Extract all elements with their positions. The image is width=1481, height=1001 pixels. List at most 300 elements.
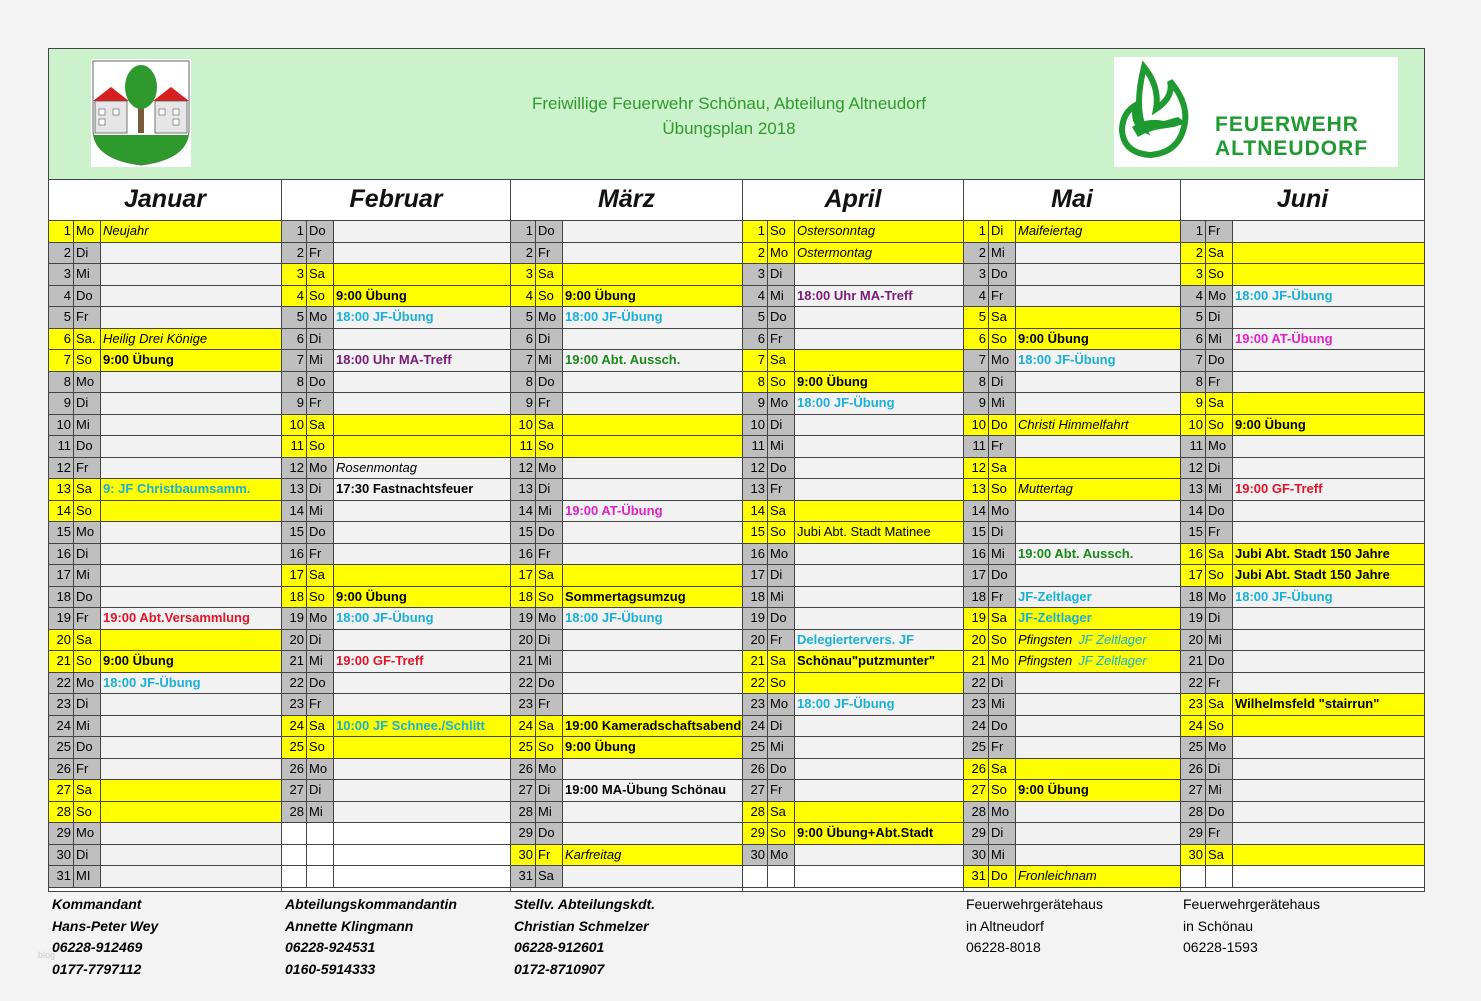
day-number: 24 [1181,716,1206,737]
event-cell [1233,522,1424,543]
watermark: blog [38,950,56,960]
day-row [743,458,963,480]
weekday: Di [536,479,563,500]
weekday: Di [74,544,101,565]
weekday: Di [989,221,1016,242]
weekday: Fr [989,286,1016,307]
event-cell [101,544,281,565]
weekday: Do [74,587,101,608]
month-column [1181,179,1424,892]
day-number: 31 [511,866,536,887]
event-text: 18:00 JF-Übung [336,309,434,324]
weekday: Di [1206,458,1233,479]
event-cell [101,651,281,672]
weekday: Fr [989,436,1016,457]
day-row [511,565,742,587]
event-cell [101,393,281,414]
weekday: Mo [768,694,795,715]
weekday: Mo [536,759,563,780]
event-text: 9:00 Übung [565,287,636,303]
day-number: 10 [964,415,989,436]
day-row [743,264,963,286]
weekday: Mo [536,307,563,328]
event-cell [795,372,963,393]
day-number: 11 [282,436,307,457]
day-number: 18 [282,587,307,608]
day-row [1181,651,1424,673]
day-number: 6 [511,329,536,350]
event-text: Neujahr [103,223,149,238]
day-row [1181,780,1424,802]
day-number: 21 [282,651,307,672]
event-cell [334,350,510,371]
weekday: Fr [1206,372,1233,393]
day-number: 6 [282,329,307,350]
day-row [282,544,510,566]
event-cell [1233,221,1424,242]
weekday: Fr [1206,673,1233,694]
day-row [964,264,1180,286]
day-number: 19 [511,608,536,629]
day-number: 17 [511,565,536,586]
weekday: Mo [307,608,334,629]
day-row [511,759,742,781]
day-number: 13 [49,479,74,500]
event-text: 18:00 JF-Übung [797,696,895,711]
weekday: So [307,436,334,457]
event-cell [1233,436,1424,457]
weekday: Sa [1206,544,1233,565]
weekday: Mo [989,651,1016,672]
day-number: 23 [511,694,536,715]
weekday: Sa [536,716,563,737]
weekday: Di [74,694,101,715]
day-number: 4 [511,286,536,307]
event-cell [795,780,963,801]
day-number: 16 [743,544,768,565]
day-number: 21 [49,651,74,672]
day-row [743,737,963,759]
day-number: 12 [49,458,74,479]
weekday: Mi [989,393,1016,414]
contact-line: 06228-912469 [52,939,143,955]
event-cell [101,802,281,823]
event-cell [334,458,510,479]
weekday: Sa [989,458,1016,479]
day-row [49,393,281,415]
weekday: So [307,286,334,307]
weekday: Fr [536,393,563,414]
day-number: 21 [511,651,536,672]
day-row [1181,350,1424,372]
event-cell [101,479,281,500]
coat-of-arms-logo [91,59,191,167]
event-cell [101,243,281,264]
event-cell [1016,802,1180,823]
event-cell [334,651,510,672]
day-number: 31 [49,866,74,887]
event-text: 9:00 Übung [1018,330,1089,346]
weekday: Do [307,221,334,242]
day-number: 4 [743,286,768,307]
weekday: Di [768,264,795,285]
day-row [1181,630,1424,652]
day-number: 5 [964,307,989,328]
event-text: 9:00 Übung [336,287,407,303]
event-text: Christi Himmelfahrt [1018,416,1129,432]
weekday: Do [989,716,1016,737]
weekday: Mo [74,372,101,393]
day-row [743,673,963,695]
day-row [1181,307,1424,329]
weekday: Mi [989,694,1016,715]
event-cell [795,608,963,629]
weekday: Di [989,522,1016,543]
day-row [743,565,963,587]
weekday: Do [1206,802,1233,823]
event-cell [1016,436,1180,457]
event-cell [101,286,281,307]
weekday: Di [74,393,101,414]
event-cell [101,823,281,844]
day-number: 10 [282,415,307,436]
event-text: 9:00 Übung+Abt.Stadt [797,825,934,840]
day-number: 15 [511,522,536,543]
day-number: 3 [511,264,536,285]
day-number: 8 [964,372,989,393]
day-row [511,823,742,845]
event-cell [795,264,963,285]
weekday: Fr [536,694,563,715]
day-number: 5 [743,307,768,328]
day-row [964,866,1180,888]
weekday: Mo [768,845,795,866]
event-cell [563,802,742,823]
day-row [1181,737,1424,759]
event-cell [563,393,742,414]
day-row [511,501,742,523]
brand-line2: ALTNEUDORF [1215,137,1369,160]
day-row [964,307,1180,329]
event-cell [563,372,742,393]
day-row [743,544,963,566]
event-cell [1233,264,1424,285]
weekday: Fr [307,243,334,264]
event-cell [563,243,742,264]
day-number: 13 [1181,479,1206,500]
day-row [964,479,1180,501]
event-cell [1016,866,1180,887]
day-number: 2 [964,243,989,264]
event-cell [1233,608,1424,629]
day-row [743,307,963,329]
day-number: 7 [511,350,536,371]
day-number: 8 [49,372,74,393]
day-number: 30 [964,845,989,866]
event-cell [1016,716,1180,737]
weekday: Mi [536,501,563,522]
weekday: Mo [768,393,795,414]
day-row [964,716,1180,738]
event-cell [101,436,281,457]
day-row [743,866,963,888]
event-cell [563,565,742,586]
day-row [282,780,510,802]
weekday: Sa [307,565,334,586]
event-text: 17:30 Fastnachtsfeuer [336,481,474,496]
contact-block [514,894,655,980]
day-row [964,350,1180,372]
event-cell [101,845,281,866]
event-cell [334,479,510,500]
day-number: 28 [743,802,768,823]
event-text: Fronleichnam [1018,868,1097,883]
day-number: 19 [1181,608,1206,629]
day-number: 13 [964,479,989,500]
event-cell [101,587,281,608]
weekday: Mo [768,544,795,565]
day-row [743,286,963,308]
event-cell [563,716,742,737]
event-cell [1016,264,1180,285]
day-row [49,436,281,458]
weekday: Mo [1206,737,1233,758]
weekday: Fr [989,737,1016,758]
event-cell [101,501,281,522]
weekday: Do [989,565,1016,586]
day-row [964,522,1180,544]
day-row [1181,436,1424,458]
event-cell [1016,694,1180,715]
day-row [743,372,963,394]
day-row [743,522,963,544]
event-text: 19:00 GF-Treff [1235,481,1323,496]
event-cell [563,307,742,328]
brand-line1: FEUERWEHR [1215,113,1359,136]
day-number: 6 [1181,329,1206,350]
weekday: Do [989,264,1016,285]
event-cell [334,264,510,285]
day-number: 27 [511,780,536,801]
event-text: 19:00 AT-Übung [1235,330,1333,346]
day-number: 26 [49,759,74,780]
event-cell [563,501,742,522]
weekday: Di [1206,608,1233,629]
weekday: Mi [74,716,101,737]
event-cell [1016,823,1180,844]
day-number: 23 [1181,694,1206,715]
event-text: Maifeiertag [1018,223,1083,238]
day-number: 9 [282,393,307,414]
event-cell [101,780,281,801]
day-row [511,694,742,716]
day-number: 25 [964,737,989,758]
event-cell [1233,737,1424,758]
day-number: 9 [1181,393,1206,414]
event-text: Sommertagsumzug [565,588,686,604]
contact-line: 06228-1593 [1183,939,1258,955]
event-cell [563,780,742,801]
event-cell [334,587,510,608]
header-title [429,91,1029,141]
day-number: 20 [1181,630,1206,651]
event-cell [1233,372,1424,393]
day-row [511,329,742,351]
day-number: 1 [511,221,536,242]
day-number: 30 [511,845,536,866]
day-row [282,759,510,781]
day-number: 22 [1181,673,1206,694]
event-text-secondary: JF Zeltlager [1078,653,1147,668]
day-number: 20 [743,630,768,651]
weekday: Fr [74,458,101,479]
event-text: Karfreitag [565,846,622,862]
month-column [282,179,511,892]
day-number: 3 [282,264,307,285]
event-cell [795,630,963,651]
day-row [49,522,281,544]
weekday: Fr [74,307,101,328]
event-cell [101,866,281,887]
day-number: 29 [49,823,74,844]
event-cell [1233,587,1424,608]
day-number: 22 [964,673,989,694]
day-row [743,479,963,501]
event-cell [1016,329,1180,350]
event-cell [1016,372,1180,393]
event-text: 18:00 JF-Übung [1018,352,1116,367]
event-cell [1233,823,1424,844]
day-number: 21 [964,651,989,672]
event-cell [101,630,281,651]
event-cell [795,651,963,672]
event-cell [334,286,510,307]
weekday: So [1206,264,1233,285]
day-row [964,544,1180,566]
event-text: Pfingsten [1018,631,1073,647]
weekday: Sa [536,565,563,586]
event-text: 19:00 MA-Übung Schönau [565,782,727,797]
day-number: 7 [282,350,307,371]
day-row [282,329,510,351]
day-number: 9 [49,393,74,414]
day-row [964,436,1180,458]
day-number: 3 [49,264,74,285]
weekday: Mi [989,243,1016,264]
day-row [282,372,510,394]
weekday: Do [307,522,334,543]
day-row [743,845,963,867]
event-cell [101,307,281,328]
event-text: Jubi Abt. Stadt 150 Jahre [1235,567,1390,582]
day-row [511,716,742,738]
event-cell [795,522,963,543]
day-row [511,436,742,458]
weekday: So [989,630,1016,651]
day-number: 10 [743,415,768,436]
day-row [743,802,963,824]
event-text: Rosenmontag [336,459,417,475]
day-row [49,479,281,501]
weekday: Mo [989,350,1016,371]
event-cell [101,372,281,393]
weekday: Mo [1206,286,1233,307]
event-cell [334,780,510,801]
weekday: Di [1206,759,1233,780]
weekday: So [74,802,101,823]
event-cell [563,608,742,629]
event-cell [1016,350,1180,371]
day-row [49,630,281,652]
event-text: Wilhelmsfeld "stairrun" [1235,696,1380,711]
weekday: Sa [1206,694,1233,715]
event-text: 19:00 GF-Treff [336,653,424,668]
day-row [511,673,742,695]
weekday: Mo [989,802,1016,823]
day-number: 27 [1181,780,1206,801]
day-row [743,630,963,652]
weekday: Do [74,436,101,457]
event-cell [101,694,281,715]
day-number: 15 [1181,522,1206,543]
day-row [511,522,742,544]
day-number: 14 [282,501,307,522]
event-text: 9:00 Übung [797,373,868,389]
event-text: JF-Zeltlager [1018,610,1092,625]
weekday: Mi [1206,329,1233,350]
event-cell [1233,716,1424,737]
day-row [1181,544,1424,566]
day-row [964,393,1180,415]
event-cell [1233,565,1424,586]
weekday: Do [307,372,334,393]
event-cell [1233,243,1424,264]
day-number: 12 [743,458,768,479]
event-text: 18:00 Uhr MA-Treff [336,352,452,367]
fire-brigade-logo [1114,57,1398,167]
event-cell [1233,780,1424,801]
event-cell [1233,544,1424,565]
event-cell [1016,759,1180,780]
event-cell [795,759,963,780]
weekday: Di [989,673,1016,694]
event-cell [1016,673,1180,694]
event-cell [101,608,281,629]
day-number: 14 [964,501,989,522]
day-row [49,823,281,845]
day-row [511,350,742,372]
day-number: 29 [511,823,536,844]
day-row [49,307,281,329]
event-cell [334,329,510,350]
day-number: 12 [1181,458,1206,479]
title-line2: Übungsplan 2018 [662,119,796,138]
day-number: 26 [282,759,307,780]
day-row [743,759,963,781]
weekday: Fr [1206,221,1233,242]
day-number: 24 [743,716,768,737]
day-number [282,866,307,887]
event-cell [1016,845,1180,866]
event-cell [334,307,510,328]
weekday: So [768,823,795,844]
weekday: Fr [768,630,795,651]
day-number: 5 [1181,307,1206,328]
day-number: 30 [1181,845,1206,866]
weekday: So [74,350,101,371]
day-number: 31 [964,866,989,887]
event-cell [1233,329,1424,350]
